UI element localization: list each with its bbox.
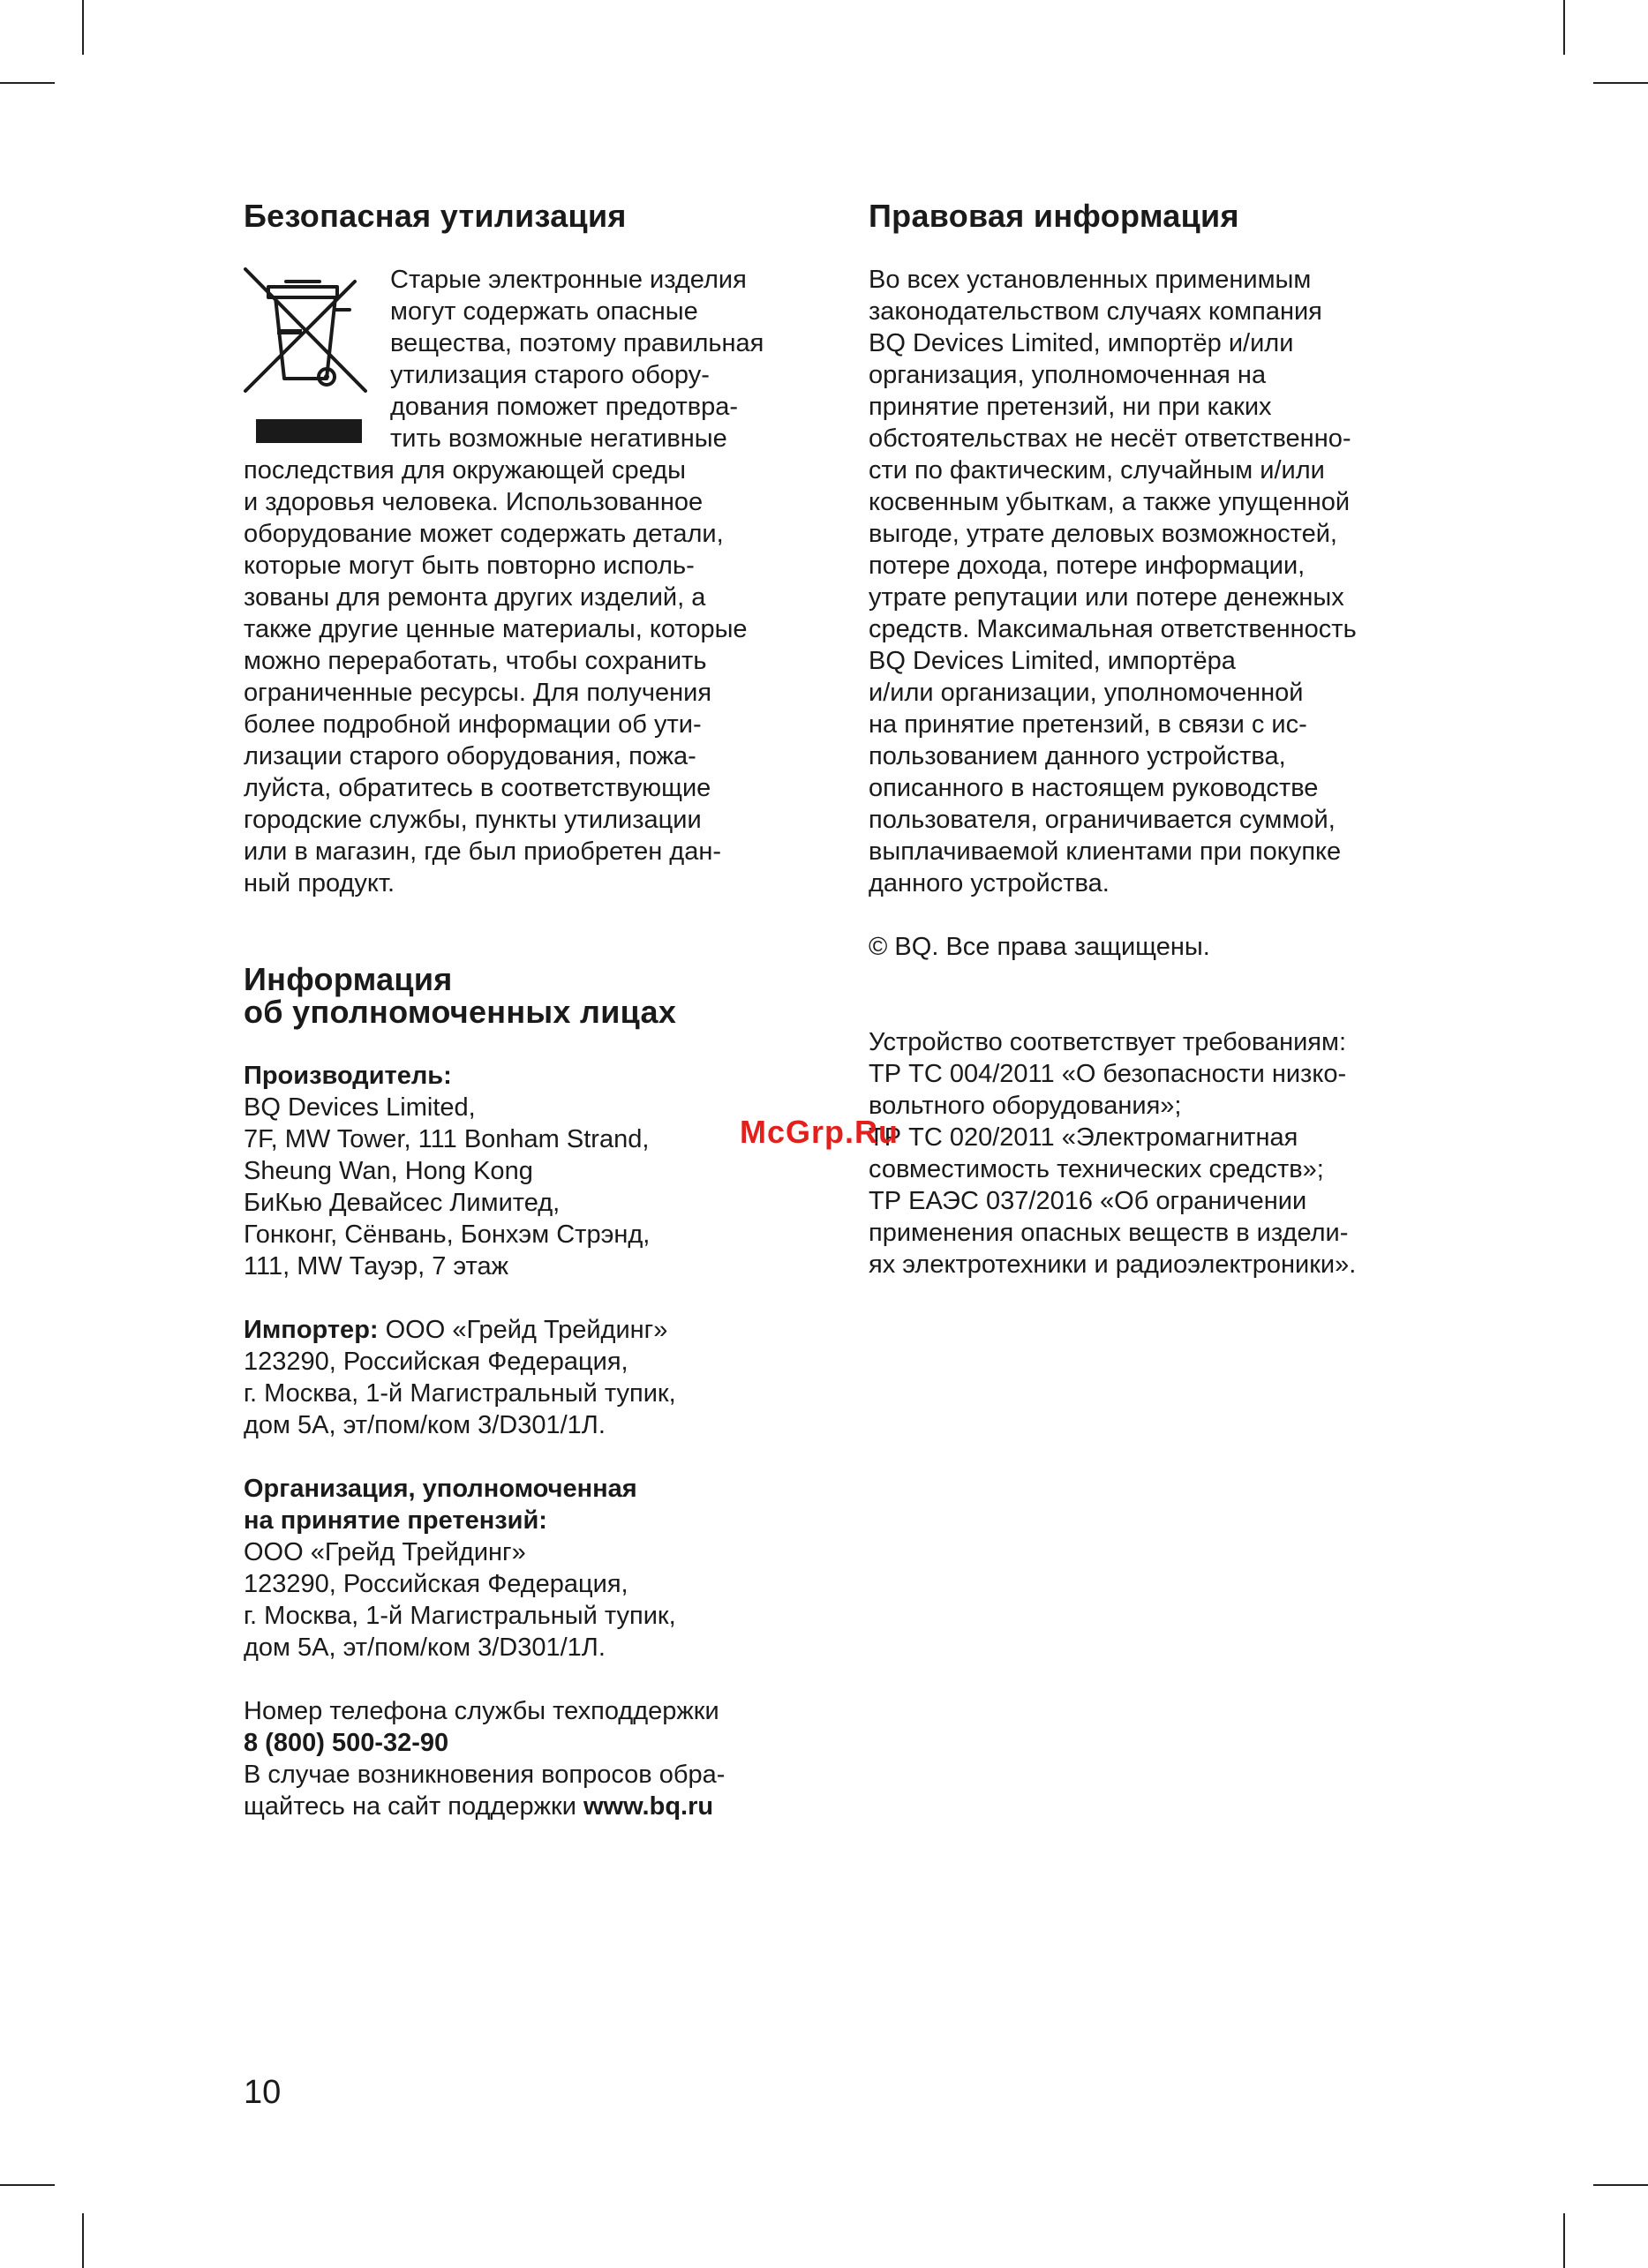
legal-line: организация, уполномоченная на xyxy=(869,361,1267,389)
legal-line: Во всех установленных применимым xyxy=(869,266,1312,294)
disposal-line: или в магазин, где был приобретен дан- xyxy=(244,837,722,866)
importer-block xyxy=(244,1314,844,1441)
importer-first-line xyxy=(244,1314,844,1346)
compliance-line: Устройство соответствует требованиям: xyxy=(869,1028,1347,1056)
disposal-line: последствия для окружающей среды xyxy=(244,456,686,484)
crop-mark xyxy=(0,82,55,84)
crop-mark xyxy=(0,2184,55,2186)
importer-line: г. Москва, 1-й Магистральный тупик, xyxy=(244,1379,676,1408)
disposal-section xyxy=(244,199,844,899)
watermark: McGrp.Ru xyxy=(740,1114,899,1150)
crop-mark xyxy=(82,2213,84,2268)
authorized-heading-line: об уполномоченных лицах xyxy=(244,994,677,1030)
legal-line: описанного в настоящем руководстве xyxy=(869,774,1319,802)
disposal-line: более подробной информации об ути- xyxy=(244,710,702,739)
legal-line: и/или организации, уполномоченной xyxy=(869,679,1304,707)
legal-line: косвенным убыткам, а также упущенной xyxy=(869,488,1351,516)
disposal-line: Старые электронные изделия xyxy=(390,266,747,294)
legal-line: сти по фактическим, случайным и/или xyxy=(869,456,1325,484)
compliance-line: вольтного оборудования»; xyxy=(869,1092,1182,1120)
claims-label: Организация, уполномоченная xyxy=(244,1475,637,1503)
legal-line: средств. Максимальная ответственность xyxy=(869,615,1357,643)
compliance-line: ях электротехники и радиоэлектроники». xyxy=(869,1250,1357,1279)
disposal-line: можно переработать, чтобы сохранить xyxy=(244,647,707,675)
legal-line: пользованием данного устройства, xyxy=(869,742,1286,770)
disposal-line: которые могут быть повторно исполь- xyxy=(244,552,695,580)
manufacturer-line: БиКью Девайсес Лимитед, xyxy=(244,1189,561,1217)
manufacturer-line: Sheung Wan, Hong Kong xyxy=(244,1157,533,1185)
compliance-section xyxy=(869,1026,1469,1280)
manufacturer-block xyxy=(244,1060,844,1282)
legal-line: потере дохода, потере информации, xyxy=(869,552,1306,580)
legal-line: утрате репутации или потере денежных xyxy=(869,583,1344,612)
compliance-line: ТР ТС 020/2011 «Электромагнитная xyxy=(869,1123,1298,1152)
legal-line: принятие претензий, ни при каких xyxy=(869,393,1272,421)
crop-mark xyxy=(82,0,84,55)
legal-line: законодательством случаях компания xyxy=(869,297,1322,326)
weee-crossed-bin-icon xyxy=(244,267,367,444)
authorized-heading-line: Информация xyxy=(244,961,453,997)
disposal-line: тить возможные негативные xyxy=(390,424,727,453)
claims-line: ООО «Грейд Трейдинг» xyxy=(244,1538,526,1566)
crop-mark xyxy=(1563,0,1565,55)
claims-line: 123290, Российская Федерация, xyxy=(244,1570,628,1598)
support-site-link[interactable]: www.bq.ru xyxy=(583,1792,714,1821)
manufacturer-line: Гонконг, Сёнвань, Бонхэм Стрэнд, xyxy=(244,1220,651,1249)
legal-line: выплачиваемой клиентами при покупке xyxy=(869,837,1342,866)
support-phone: 8 (800) 500-32-90 xyxy=(244,1729,449,1757)
support-block xyxy=(244,1695,844,1822)
disposal-body xyxy=(244,264,844,899)
disposal-heading: Безопасная утилизация xyxy=(244,198,627,234)
disposal-line: луйста, обратитесь в соответствующие xyxy=(244,774,711,802)
support-note-text: щайтесь на сайт поддержки xyxy=(244,1792,583,1821)
legal-body xyxy=(869,264,1469,899)
disposal-line: также другие ценные материалы, которые xyxy=(244,615,748,643)
crop-mark xyxy=(1593,2184,1648,2186)
importer-name: ООО «Грейд Трейдинг» xyxy=(378,1316,668,1344)
disposal-line: вещества, поэтому правильная xyxy=(390,329,764,357)
legal-line: пользователя, ограничивается суммой, xyxy=(869,806,1336,834)
authorized-heading xyxy=(244,963,844,1028)
disposal-line: утилизация старого обору- xyxy=(390,361,710,389)
importer-line: дом 5А, эт/пом/ком 3/D301/1Л. xyxy=(244,1411,606,1439)
authorized-section xyxy=(244,963,844,1822)
compliance-line: ТР ЕАЭС 037/2016 «Об ограничении xyxy=(869,1187,1307,1215)
manufacturer-line: 7F, MW Tower, 111 Bonham Strand, xyxy=(244,1125,650,1153)
crop-mark xyxy=(1593,82,1648,84)
support-note-line: В случае возникновения вопросов обра- xyxy=(244,1761,726,1789)
manufacturer-line: BQ Devices Limited, xyxy=(244,1093,476,1122)
compliance-line: ТР ТС 004/2011 «О безопасности низко- xyxy=(869,1060,1347,1088)
disposal-line: городские службы, пункты утилизации xyxy=(244,806,702,834)
disposal-line: ограниченные ресурсы. Для получения xyxy=(244,679,712,707)
importer-label: Импортер: xyxy=(244,1316,379,1344)
legal-line: данного устройства. xyxy=(869,869,1110,897)
legal-heading: Правовая информация xyxy=(869,198,1239,234)
legal-line: BQ Devices Limited, импортёр и/или xyxy=(869,329,1294,357)
legal-line: обстоятельствах не несёт ответственно- xyxy=(869,424,1351,453)
disposal-line: дования поможет предотвра- xyxy=(390,393,739,421)
claims-line: дом 5А, эт/пом/ком 3/D301/1Л. xyxy=(244,1633,606,1662)
claims-label: на принятие претензий: xyxy=(244,1506,547,1535)
disposal-line: оборудование может содержать детали, xyxy=(244,520,724,548)
page-number: 10 xyxy=(244,2074,282,2111)
claims-line: г. Москва, 1-й Магистральный тупик, xyxy=(244,1602,676,1630)
disposal-line: могут содержать опасные xyxy=(390,297,698,326)
crop-mark xyxy=(1563,2213,1565,2268)
disposal-line: лизации старого оборудования, пожа- xyxy=(244,742,696,770)
manufacturer-label: Производитель: xyxy=(244,1062,452,1090)
claims-block xyxy=(244,1473,844,1663)
importer-line: 123290, Российская Федерация, xyxy=(244,1348,628,1376)
disposal-line: и здоровья человека. Использованное xyxy=(244,488,704,516)
left-column xyxy=(244,199,844,1822)
compliance-line: применения опасных веществ в издели- xyxy=(869,1219,1349,1247)
legal-line: на принятие претензий, в связи с ис- xyxy=(869,710,1307,739)
support-note-line xyxy=(244,1791,844,1822)
legal-line: выгоде, утрате деловых возможностей, xyxy=(869,520,1337,548)
copyright: © BQ. Все права защищены. xyxy=(869,933,1210,961)
compliance-line: совместимость технических средств»; xyxy=(869,1155,1324,1183)
legal-line: BQ Devices Limited, импортёра xyxy=(869,647,1236,675)
disposal-line: зованы для ремонта других изделий, а xyxy=(244,583,706,612)
right-column xyxy=(869,199,1469,1280)
support-phone-label: Номер телефона службы техподдержки xyxy=(244,1697,719,1725)
disposal-line: ный продукт. xyxy=(244,869,395,897)
legal-section xyxy=(869,199,1469,963)
manufacturer-line: 111, MW Тауэр, 7 этаж xyxy=(244,1252,509,1280)
